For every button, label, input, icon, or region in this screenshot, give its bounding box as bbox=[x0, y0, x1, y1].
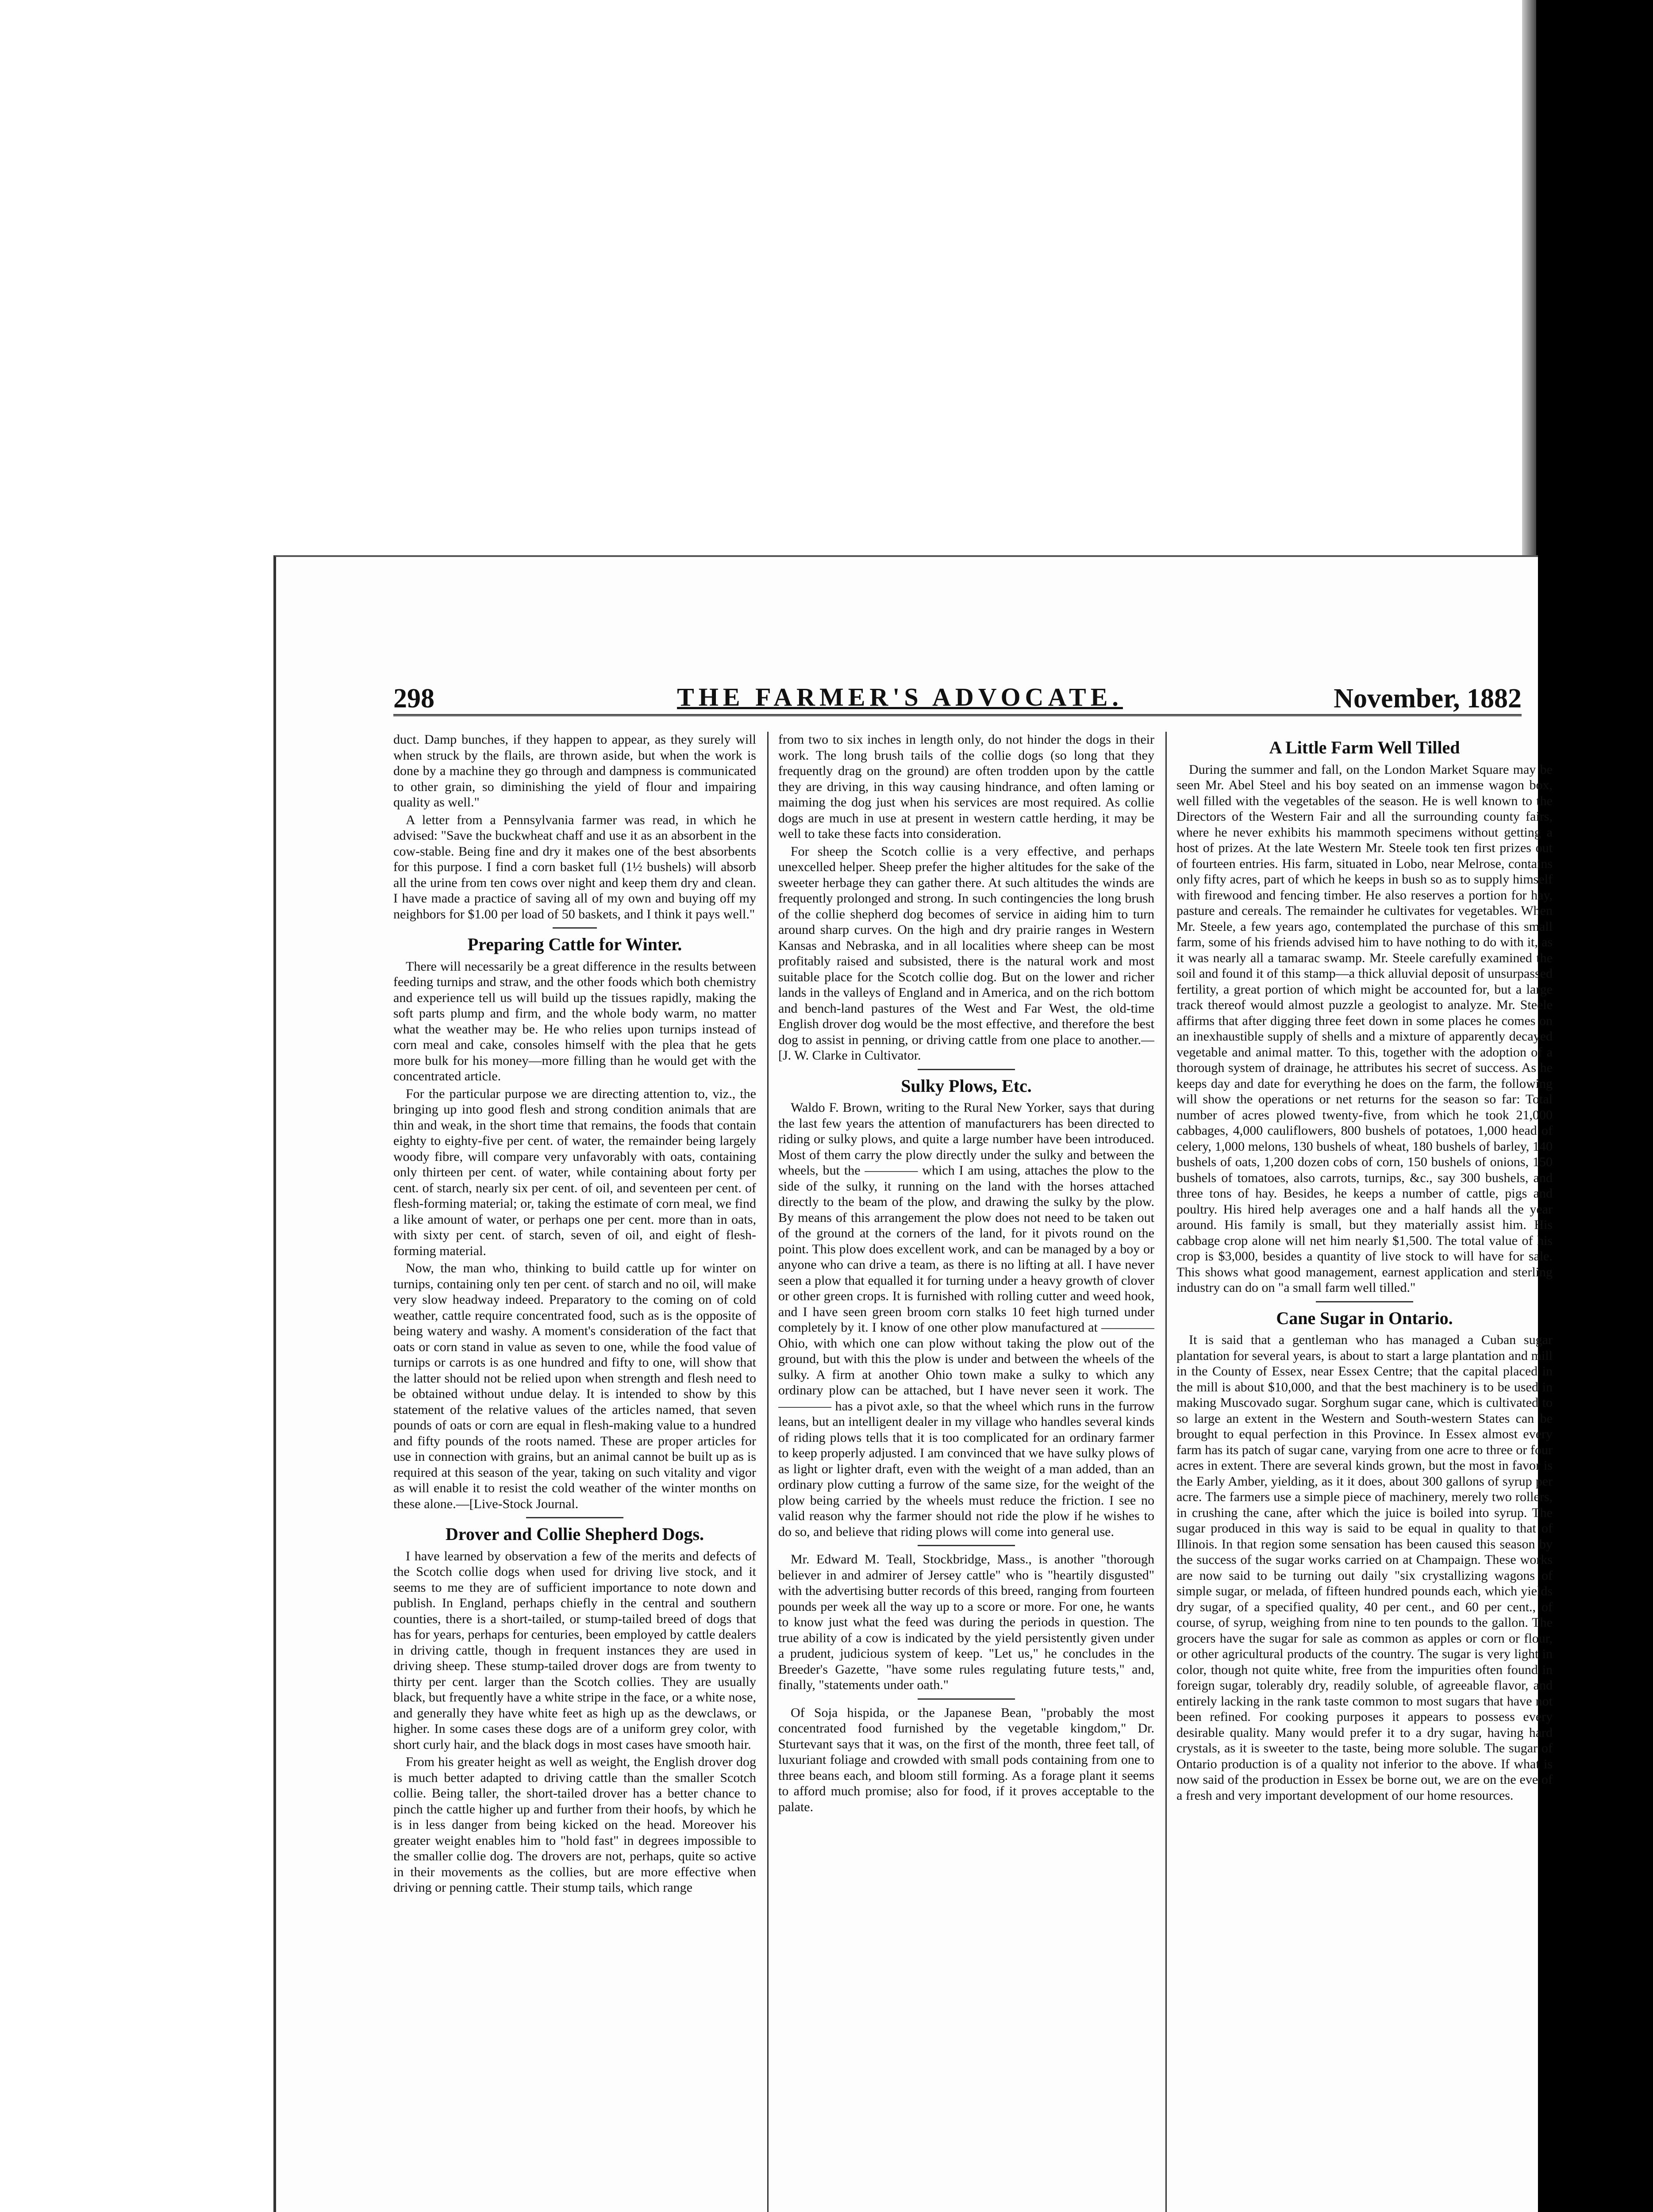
issue-date: November, 1882 bbox=[1334, 684, 1522, 714]
paragraph: There will necessarily be a great difference in the results between feeding turnips and straw, and the other foods which both chemistry and experience tell us will build up the tissues rapidly, making the soft parts plump and firm, and the whole body warm, no matter what the weather may be. He who relies upon turnips instead of corn meal and cake, consoles himself with the plea that he gets more bulk for his money—more filling than he would get with the concentrated article. bbox=[393, 959, 756, 1083]
divider bbox=[918, 1698, 1015, 1700]
article-heading: Sulky Plows, Etc. bbox=[901, 1075, 1032, 1096]
paragraph: I have learned by observation a few of the merits and defects of the Scotch collie dogs when used for driving live stock, and it seems to me they are of sufficient importance to note down and publish. In England, perhaps chiefly in the central and southern counties, there is a short-tailed, or stump-tailed breed of dogs that has for years, perhaps for centuries, been employed by cattle dealers in driving cattle, though in frequent instances they are used in driving sheep. These stump-tailed drover dogs are from twenty to thirty per cent. larger than the Scotch collies. They are usually black, but frequently have a white stripe in the face, or a white nose, and generally they have white feet as high up as the dewclaws, or higher. In some cases these dogs are of a uniform grey color, with short curly hair, and the black dogs in most cases have smooth hair. bbox=[393, 1548, 756, 1752]
page-header bbox=[393, 679, 1522, 716]
paragraph: For the particular purpose we are directing attention to, viz., the bringing up into good flesh and strong condition animals that are thin and weak, in the short time that remains, the foods that contain eighty to eighty-five per cent. of water, the remainder being largely woody fibre, will compare very unfavorably with oats, containing only thirteen per cent. of water, while containing about forty per cent. of starch, nearly six per cent. of oil, and seventeen per cent. of flesh-forming material; or, taking the estimate of corn meal, we find a like amount of water, or perhaps one per cent. more than in oats, with sixty per cent. of starch, seven of oil, and eight of flesh-forming material. bbox=[393, 1086, 756, 1258]
article-heading: Cane Sugar in Ontario. bbox=[1276, 1308, 1453, 1328]
paragraph: Of Soja hispida, or the Japanese Bean, "probably the most concentrated food furnished by the vegetable kingdom," Dr. Sturtevant says that it was, on the first of the month, three feet tall, of luxuriant foliage and crowded with small pods containing from one to three beans each, and bloom still forming. As a forage plant it seems to afford much promise; also for food, if it proves acceptable to the palate. bbox=[778, 1705, 1154, 1814]
divider bbox=[526, 1517, 623, 1518]
paragraph: from two to six inches in length only, do not hinder the dogs in their work. The long brush tails of the collie dogs (so long that they frequently drag on the ground) are often trodden upon by the cattle they are driving, in this way causing hindrance, and often laming or maiming the dog just when his services are most required. As collie dogs are much in use at present in western cattle herding, it may be well to take these facts into consideration. bbox=[778, 732, 1154, 841]
page-number: 298 bbox=[393, 684, 434, 714]
paragraph: During the summer and fall, on the London Market Square may be seen Mr. Abel Steel and his boy seated on an immense wagon box, well filled with the vegetables of the season. He is well known to the Directors of the Western Fair and all the surrounding county fairs, where he never exhibits his mammoth specimens without getting a host of prizes. At the late Western Mr. Steele took ten first prizes out of fourteen entries. His farm, situated in Lobo, near Melrose, contains only fifty acres, part of which he keeps in bush so as to supply himself with firewood and fencing timber. He also reserves a portion for hay, pasture and cereals. The remainder he cultivates for vegetables. When Mr. Steele, a few years ago, contemplated the purchase of this small farm, some of his friends advised him to have nothing to do with it, as it was nearly all a tamarac swamp. Mr. Steele carefully examined the soil and found it of this stamp—a thick alluvial deposit of unsurpassed fertility, a great portion of which might be accounted for, but a large track thereof would almost puzzle a geologist to analyze. Mr. Steele affirms that after digging three feet down in some places he comes on an inexhaustible supply of shells and a mixture of apparently decayed vegetable and animal matter. To this, together with the adoption of a thorough system of drainage, he attributes his secret of success. As he keeps day and date for everything he does on the farm, the following will show the operations or net returns for the season so far: Total number of acres plowed twenty-five, from which he took 21,000 cabbages, 4,000 cauliflowers, 800 bushels of potatoes, 1,000 head of celery, 1,000 melons, 130 bushels of wheat, 180 bushels of barley, 140 bushels of oats, 1,200 dozen cobs of corn, 150 bushels of onions, 150 bushels of tomatoes, also carrots, turnips, &c., say 300 bushels, and three tons of hay. Besides, he keeps a number of cattle, pigs and poultry. His hired help averages one and a half hands all the year around. His family is small, but they materially assist him. His cabbage crop alone will net him nearly $1,500. The total value of his crop is $3,000, besides a quantity of live stock to will have for sale. This shows what good management, earnest application and sterling industry can do on "a small farm well tilled." bbox=[1176, 762, 1553, 1295]
divider bbox=[918, 1069, 1015, 1070]
paragraph: Now, the man who, thinking to build cattle up for winter on turnips, containing only ten per cent. of starch and no oil, will make very slow headway indeed. Preparatory to the coming on of cold weather, cattle require concentrated food, such as is the opposite of being watery and washy. A moment's consideration of the fact that oats or corn stand in value as seven to one, while the food value of turnips or carrots is as one hundred and fifty to one, will show that the latter should not be relied upon when strength and flesh need to be obtained without undue delay. It is intended to show by this statement of the relative values of the articles named, that seven pounds of oats or corn are equal in flesh-making value to a hundred and fifty pounds of the roots named. These are proper articles for use in connection with grains, but an animal cannot be built up as is required at this season of the year, taking on such vitality and vigor as will enable it to resist the cold weather of the winter months on these alone.—[Live-Stock Journal. bbox=[393, 1261, 756, 1511]
paragraph: From his greater height as well as weight, the English drover dog is much better adapted to driving cattle than the smaller Scotch collie. Being taller, the short-tailed drover has a better chance to pinch the cattle higher up and further from their hoofs, by which he is in less danger from being kicked on the head. Moreover his greater weight enables him to "hold fast" in degrees impossible to the smaller collie dog. The drovers are not, perhaps, quite so active in their movements as the collies, but are more effective when driving or penning cattle. Their stump tails, which range bbox=[393, 1755, 756, 1895]
column-2 bbox=[778, 732, 1154, 2212]
paragraph: It is said that a gentleman who has managed a Cuban sugar plantation for several years, is about to start a large plantation and mill in the County of Essex, near Essex Centre; that the capital placed in the mill is about $10,000, and that the best machinery is to be used in making Muscovado sugar. Sorghum sugar cane, which is cultivated to so large an extent in the Western and South-western States can be brought to equal perfection in this Province. In Essex almost every farm has its patch of sugar cane, varying from one acre to three or four acres in extent. There are several kinds grown, but the most in favor is the Early Amber, yielding, as it it does, about 300 gallons of syrup per acre. The farmers use a simple piece of machinery, merely two rollers, in crushing the cane, after which the juice is boiled into syrup. The sugar produced in this way is said to be equal in quality to that of Illinois. In that region some sensation has been caused this season by the success of the sugar works carried on at Champaign. These works are now said to be turning out daily "six crystallizing wagons of simple sugar, or melada, of fifteen hundred pounds each, which yields dry sugar, of a specified quality, 40 per cent., and 60 per cent., of course, of syrup, weighing from nine to ten pounds to the gallon. The grocers have the sugar for sale as common as apples or corn or flour, or other agricultural products of the country. The sugar is very light in color, though not quite white, free from the impurities often found in foreign sugar, tolerably dry, readily soluble, of agreeable flavor, and entirely lacking in the rank taste common to most sugars that have not been refined. For cooking purposes it appears to possess every desirable quality. Many would prefer it to a dry sugar, having hard crystals, as it is sweeter to the taste, being more soluble. The sugar of Ontario production is of a quality not inferior to the above. If what is now said of the production in Essex be borne out, we are on the eve of a fresh and very important development of our home resources. bbox=[1176, 1333, 1553, 1803]
masthead: THE FARMER'S ADVOCATE. bbox=[677, 683, 1123, 711]
article-heading: Drover and Collie Shepherd Dogs. bbox=[445, 1524, 704, 1544]
article-heading: A Little Farm Well Tilled bbox=[1269, 737, 1460, 757]
divider bbox=[1316, 1301, 1413, 1302]
scan-border bbox=[1536, 0, 1653, 2212]
paragraph: Mr. Edward M. Teall, Stockbridge, Mass., is another "thorough believer in and admirer of Jersey cattle" who is "heartily disgusted" with the advertising butter records of this breed, ranging from fourteen pounds per week all the way up to a score or more. For one, he wants to know just what the feed was during the periods in question. The true ability of a cow is indicated by the yield persistently given under a prudent, judicious system of keep. "Let us," he concludes in the Breeder's Gazette, "have some rules regulating future tests," and, finally, "statements under oath." bbox=[778, 1552, 1154, 1692]
column-rule bbox=[1165, 732, 1167, 2212]
paragraph: Waldo F. Brown, writing to the Rural New Yorker, says that during the last few years the attention of manufacturers has been directed to riding or sulky plows, and quite a large number have been introduced. Most of them carry the plow directly under the sulky and between the wheels, but the ———— which I am using, attaches the plow to the side of the sulky, it running on the land with the horses attached directly to the beam of the plow, and drawing the sulky by the plow. By means of this arrangement the plow does not need to be taken out of the ground at the corners of the land, for it pivots round on the point. This plow does excellent work, and can be managed by a boy or anyone who can drive a team, as there is no lifting at all. I have never seen a plow that equalled it for turning under a heavy growth of clover or other green crops. It is furnished with rolling cutter and weed hook, and I have seen green broom corn stalks 10 feet high turned under completely by it. I know of one other plow manufactured at ———— Ohio, with which one can plow without taking the plow out of the ground, but with this the plow is under and between the wheels of the sulky. A firm at another Ohio town make a sulky to which any ordinary plow can be attached, but I have never seen it work. The ———— has a pivot axle, so that the wheel which runs in the furrow leans, but an intelligent dealer in my village who handles several kinds of riding plows tells that it is too complicated for an ordinary farmer to keep properly adjusted. I am convinced that we have sulky plows of as light or lighter draft, even with the weight of a man added, than an ordinary plow cutting a furrow of the same size, for the weight of the plow being carried by the wheels must reduce the friction. I see no valid reason why the farmer should not ride the plow if he wishes to do so, and believe that riding plows will come into general use. bbox=[778, 1100, 1154, 1539]
divider bbox=[553, 927, 597, 929]
paragraph: duct. Damp bunches, if they happen to appear, as they surely will when struck by the flails, are thrown aside, but when the work is done by a machine they go through and dampness is communicated to other grain, so diminishing the yield of flour and impairing quality as well." bbox=[393, 732, 756, 810]
column-rule bbox=[767, 732, 769, 2212]
newspaper-page bbox=[273, 555, 1553, 2212]
column-3 bbox=[1176, 732, 1553, 2212]
divider bbox=[918, 1545, 1015, 1546]
column-1 bbox=[393, 732, 756, 2212]
paragraph: For sheep the Scotch collie is a very effective, and perhaps unexcelled helper. Sheep prefer the higher altitudes for the sake of the sweeter herbage they can gather there. At such altitudes the winds are frequently prolonged and strong. In such contingencies the long brush of the collie shepherd dog becomes of service in aiding him to turn around sharp curves. On the high and dry prairie ranges in Western Kansas and Nebraska, and in all localities where sheep can be most profitably raised and subsisted, there is the natural work and most suitable place for the Scotch collie dog. But on the lower and richer lands in the valleys of England and in America, and on the rich bottom and bench-land pastures of the West and Far West, the old-time English drover dog would be the most effective, and therefore the best dog to assist in penning, or driving cattle from one place to another.—[J. W. Clarke in Cultivator. bbox=[778, 844, 1154, 1063]
article-heading: Preparing Cattle for Winter. bbox=[467, 934, 682, 954]
paragraph: A letter from a Pennsylvania farmer was read, in which he advised: "Save the buckwheat chaff and use it as an absorbent in the cow-stable. Being fine and dry it makes one of the best absorbents for this purpose. I find a corn basket full (1½ bushels) will absorb all the urine from ten cows over night and keep them dry and clean. I have made a practice of saving all of my own and buying off my neighbors for $1.00 per load of 50 baskets, and I think it pays well." bbox=[393, 812, 756, 922]
